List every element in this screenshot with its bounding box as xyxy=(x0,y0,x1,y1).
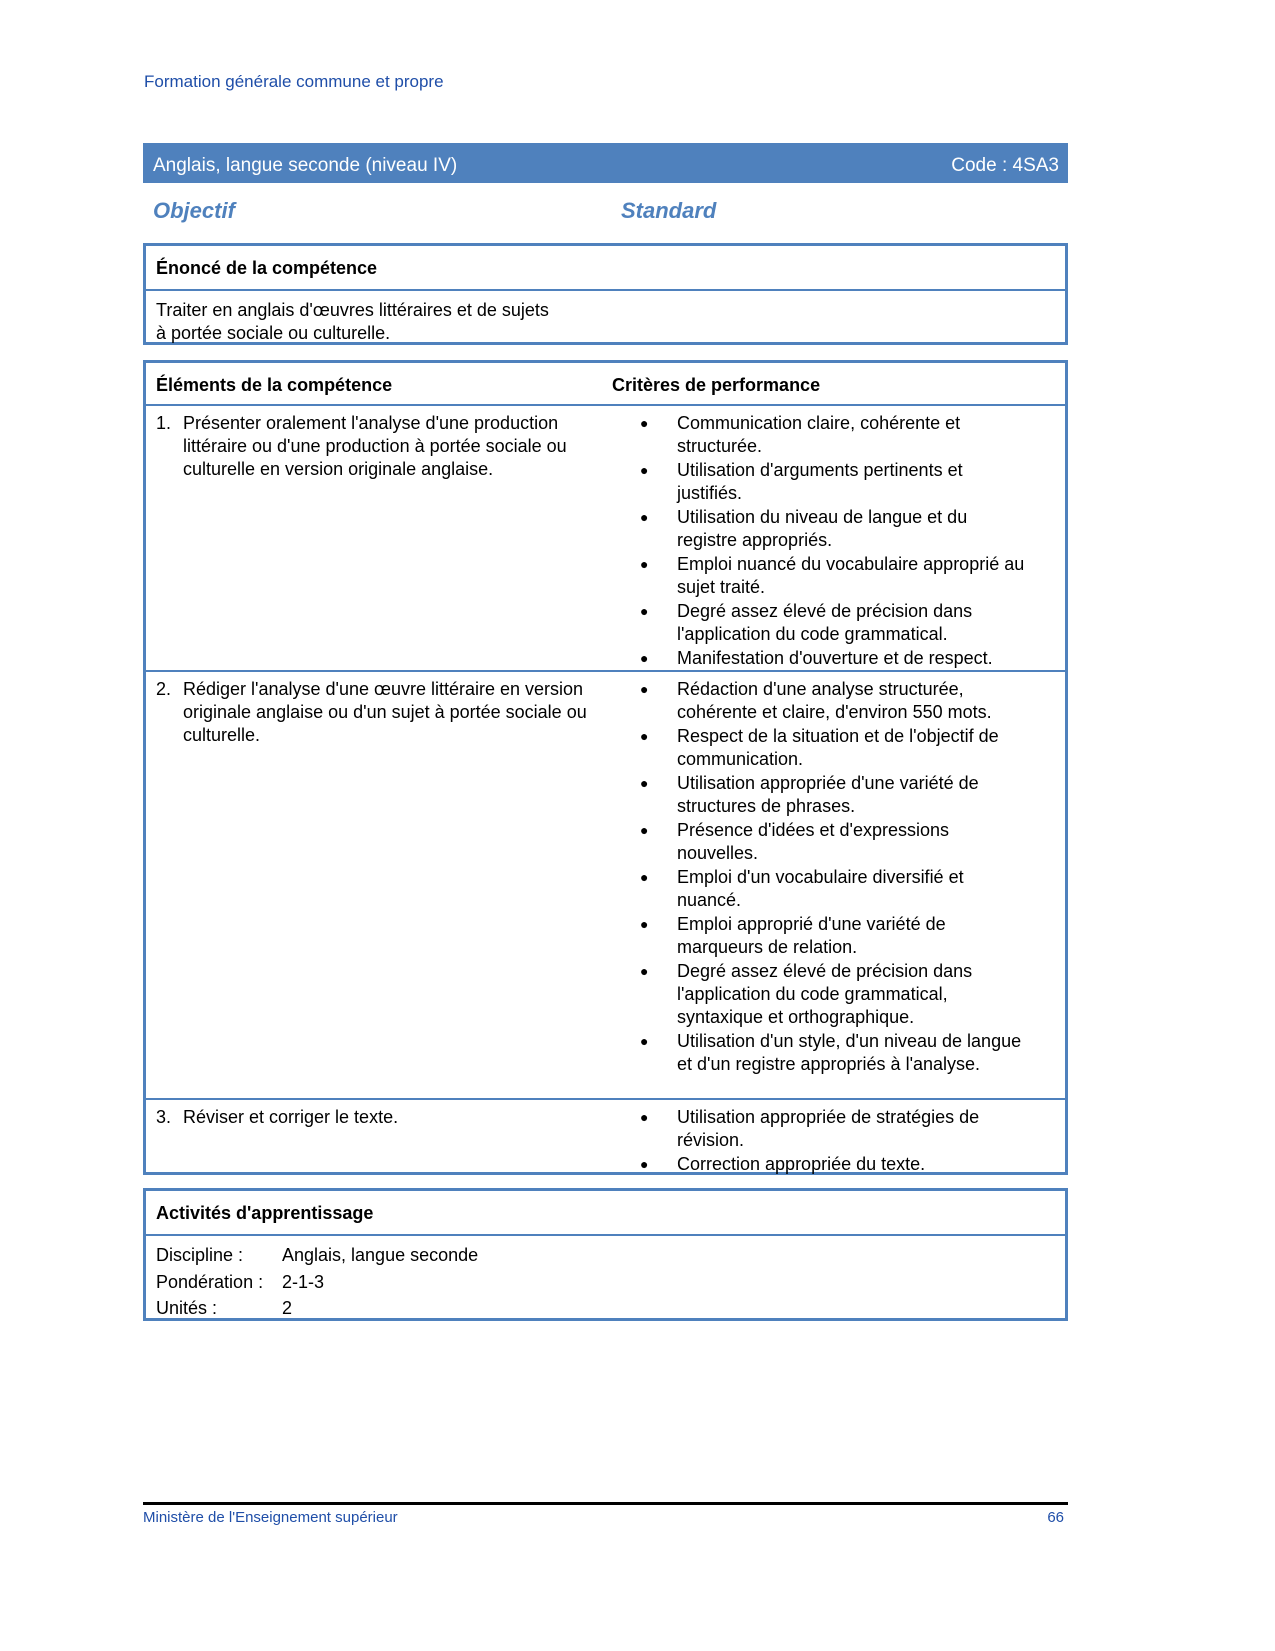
bullet-icon: ● xyxy=(640,822,649,838)
bullet-icon: ● xyxy=(640,775,649,791)
enonce-section xyxy=(143,243,1068,345)
element-number: 2. xyxy=(156,679,172,699)
objectif-label: Objectif xyxy=(153,198,235,223)
table-row xyxy=(146,1100,1065,1176)
bullet-icon: ● xyxy=(640,916,649,932)
bullet-icon: ● xyxy=(640,415,649,431)
col-elements-heading: Éléments de la compétence xyxy=(156,375,393,395)
elements-table xyxy=(143,360,1068,1175)
enonce-line: à portée sociale ou culturelle. xyxy=(156,323,391,343)
criterion-item: ● Rédaction d'une analyse structurée, cohérente et claire, d'environ 550 mots. xyxy=(636,678,1065,724)
element-cell xyxy=(146,406,636,670)
criterion-item: ● Emploi nuancé du vocabulaire approprié au sujet traité. xyxy=(636,553,1065,599)
bullet-icon: ● xyxy=(640,556,649,572)
bullet-icon: ● xyxy=(640,1156,649,1172)
criterion-item: ● Utilisation d'arguments pertinents et justifiés. xyxy=(636,459,1065,505)
bullet-icon: ● xyxy=(640,728,649,744)
table-row xyxy=(146,672,1065,1100)
bullet-icon: ● xyxy=(640,1033,649,1049)
criterion-item: ● Manifestation d'ouverture et de respect. xyxy=(636,647,1065,670)
activites-heading: Activités d'apprentissage xyxy=(146,1191,1065,1236)
element-text: Rédiger l'analyse d'une œuvre littéraire en version originale anglaise ou d'un sujet à portée sociale ou culturelle. xyxy=(183,679,587,745)
footer-ministry: Ministère de l'Enseignement supérieur xyxy=(143,1509,398,1526)
criteria-cell xyxy=(636,672,1065,1098)
element-cell xyxy=(146,672,636,1098)
criterion-item: ● Correction appropriée du texte. xyxy=(636,1153,1065,1176)
discipline-value: Anglais, langue seconde xyxy=(282,1245,479,1265)
bullet-icon: ● xyxy=(640,869,649,885)
enonce-text xyxy=(146,291,606,353)
criteria-cell xyxy=(636,406,1065,670)
criterion-item: ● Utilisation appropriée d'une variété de structures de phrases. xyxy=(636,772,1065,818)
footer-divider xyxy=(143,1502,1068,1505)
bullet-icon: ● xyxy=(640,963,649,979)
standard-label: Standard xyxy=(621,198,717,223)
criterion-item: ● Utilisation du niveau de langue et du registre appropriés. xyxy=(636,506,1065,552)
elements-table-header xyxy=(146,363,1065,406)
criterion-item: ● Utilisation appropriée de stratégies de révision. xyxy=(636,1106,1065,1152)
bullet-icon: ● xyxy=(640,1109,649,1125)
page-footer xyxy=(143,1509,1064,1526)
criterion-item: ● Communication claire, cohérente et structurée. xyxy=(636,412,1065,458)
ponderation-value: 2-1-3 xyxy=(282,1271,325,1292)
ponderation-label: Pondération : xyxy=(156,1271,264,1292)
course-title-bar xyxy=(143,143,1068,183)
criterion-item: ● Degré assez élevé de précision dans l'application du code grammatical. xyxy=(636,600,1065,646)
criterion-item: ● Présence d'idées et d'expressions nouvelles. xyxy=(636,819,1065,865)
running-head: Formation générale commune et propre xyxy=(144,72,444,91)
course-code: Code : 4SA3 xyxy=(951,155,1059,176)
criterion-item: ● Emploi approprié d'une variété de marqueurs de relation. xyxy=(636,913,1065,959)
ponderation-row xyxy=(156,1269,1055,1296)
enonce-line: Traiter en anglais d'œuvres littéraires et de sujets xyxy=(156,300,549,320)
bullet-icon: ● xyxy=(640,603,649,619)
table-row xyxy=(146,406,1065,672)
criteria-cell xyxy=(636,1100,1065,1176)
activites-section xyxy=(143,1188,1068,1321)
col-criteres-heading: Critères de performance xyxy=(612,375,821,395)
discipline-row xyxy=(156,1242,1055,1269)
unites-row xyxy=(156,1295,1055,1322)
page-number: 66 xyxy=(1047,1509,1064,1526)
criterion-item: ● Respect de la situation et de l'objectif de communication. xyxy=(636,725,1065,771)
bullet-icon: ● xyxy=(640,462,649,478)
discipline-label: Discipline : xyxy=(156,1245,244,1265)
bullet-icon: ● xyxy=(640,509,649,525)
bullet-icon: ● xyxy=(640,650,649,666)
course-title: Anglais, langue seconde (niveau IV) xyxy=(153,155,458,176)
criterion-item: ● Utilisation d'un style, d'un niveau de langue et d'un registre appropriés à l'analyse. xyxy=(636,1030,1065,1076)
bullet-icon: ● xyxy=(640,681,649,697)
element-number: 1. xyxy=(156,413,172,433)
element-text: Présenter oralement l'analyse d'une production littéraire ou d'une production à portée sociale ou culturelle en version originale anglaise. xyxy=(183,413,567,479)
criterion-item: ● Emploi d'un vocabulaire diversifié et nuancé. xyxy=(636,866,1065,912)
unites-label: Unités : xyxy=(156,1298,218,1318)
enonce-heading: Énoncé de la compétence xyxy=(146,246,1065,291)
activites-details xyxy=(146,1236,1065,1328)
element-text: Réviser et corriger le texte. xyxy=(183,1107,399,1127)
criterion-item: ● Degré assez élevé de précision dans l'application du code grammatical, syntaxique et orthographique. xyxy=(636,960,1065,1029)
unites-value: 2 xyxy=(282,1298,293,1318)
objective-standard-labels xyxy=(153,198,1068,224)
element-number: 3. xyxy=(156,1107,172,1127)
element-cell xyxy=(146,1100,636,1176)
